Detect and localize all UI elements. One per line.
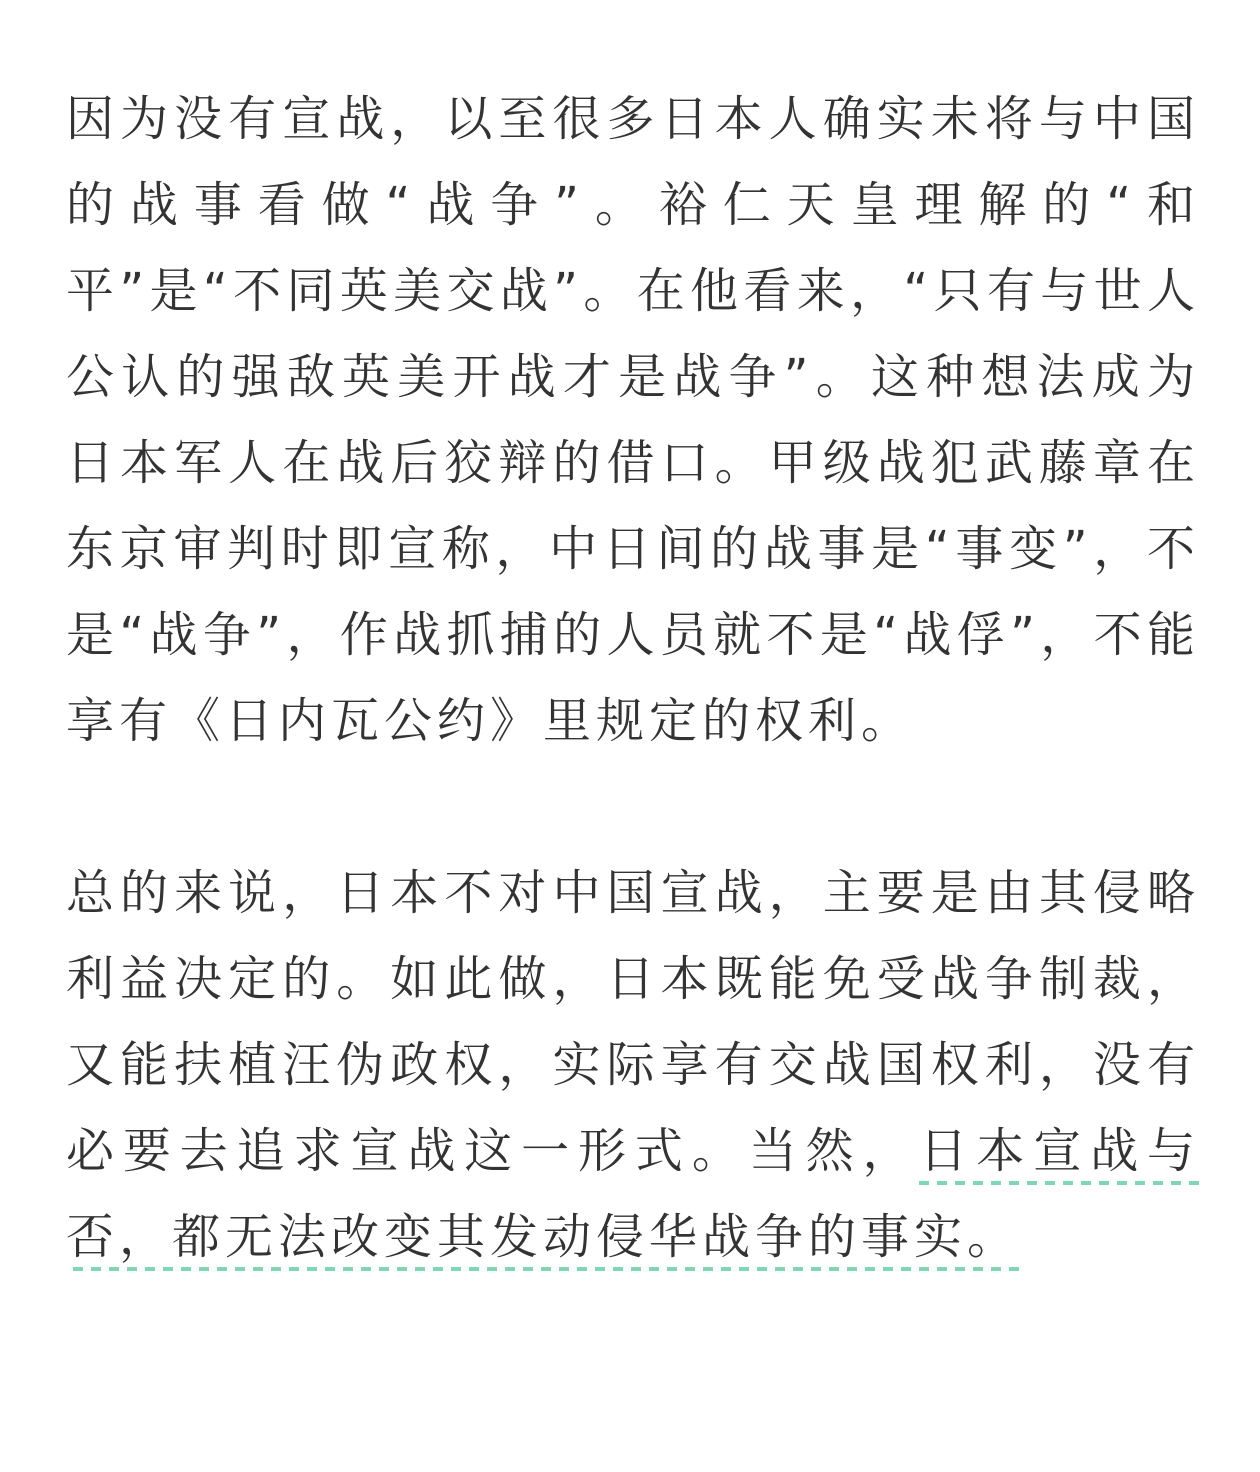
- paragraph-declaration-of-war: 因为没有宣战，以至很多日本人确实未将与中国的战事看做“战争”。裕仁天皇理解的“和平”是“不同英美交战”。在他看来，“只有与世人公认的强敌英美开战才是战争”。这种想法成为日本军人在战后狡辩的借口。甲级战犯武藤章在东京审判时即宣称，中日间的战事是“事变”，不是“战争”，作战抓捕的人员就不是“战俘”，不能享有《日内瓦公约》里规定的权利。: [66, 91, 1200, 749]
- article-body: [66, 76, 1200, 1280]
- highlighted-conclusion: 日本宣战与否，都无法改变其发动侵华战争的事实。: [66, 1123, 1200, 1271]
- paragraph-conclusion: [66, 850, 1200, 1280]
- conclusion-text: 总的来说，日本不对中国宣战，主要是由其侵略利益决定的。如此做，日本既能免受战争制裁，又能扶植汪伪政权，实际享有交战国权利，没有必要去追求宣战这一形式。当然，: [66, 865, 1200, 1179]
